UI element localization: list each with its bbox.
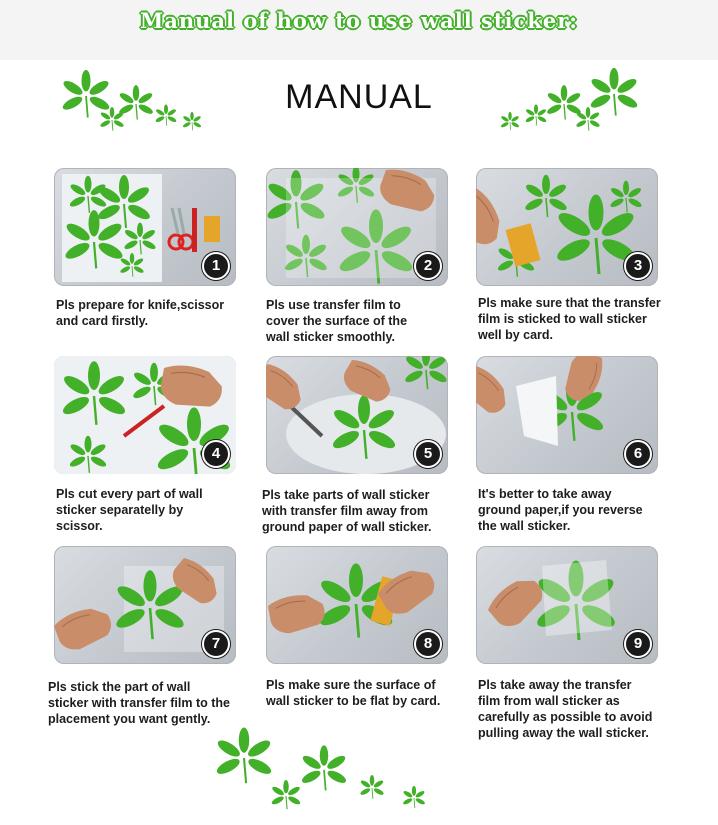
caption-line: It's better to take away	[478, 487, 612, 501]
caption-line: wall sticker to be flat by card.	[266, 694, 441, 708]
step-photo-8	[266, 546, 448, 664]
step-caption-9	[478, 677, 652, 741]
caption-line: well by card.	[478, 328, 554, 342]
caption-line: Pls prepare for knife,scissor	[56, 298, 225, 312]
caption-line: placement you want gently.	[48, 712, 211, 726]
caption-line: Pls make sure the surface of	[266, 678, 436, 692]
caption-line: film is sticked to wall sticker	[478, 312, 647, 326]
step-photo-4	[54, 356, 236, 474]
manual-title: MANUAL	[285, 78, 433, 116]
step-caption-4	[56, 486, 203, 534]
caption-line: Pls take away the transfer	[478, 678, 632, 692]
caption-line: ground paper of wall sticker.	[262, 520, 432, 534]
caption-line: Pls take parts of wall sticker	[262, 488, 430, 502]
caption-line: wall sticker smoothly.	[266, 330, 395, 344]
step-number-badge: 4	[202, 440, 230, 468]
caption-line: ground paper,if you reverse	[478, 503, 643, 517]
caption-line: film from wall sticker as	[478, 694, 620, 708]
banner-title: Manual of how to use wall sticker:	[139, 8, 579, 33]
step-photo-3	[476, 168, 658, 286]
step-caption-6	[478, 486, 643, 534]
step-photo-7	[54, 546, 236, 664]
step-caption-7	[48, 679, 230, 727]
step-photo-1	[54, 168, 236, 286]
caption-line: Pls stick the part of wall	[48, 680, 191, 694]
caption-line: sticker with transfer film to the	[48, 696, 230, 710]
step-number-badge: 8	[414, 630, 442, 658]
leaf-decoration-top-left	[58, 68, 218, 138]
caption-line: carefully as possible to avoid	[478, 710, 653, 724]
step-photo-5	[266, 356, 448, 474]
step-caption-5	[262, 487, 431, 535]
leaf-decoration-top-right	[496, 68, 656, 138]
caption-line: pulling away the wall sticker.	[478, 726, 649, 740]
caption-line: and card firstly.	[56, 314, 149, 328]
step-number-badge: 1	[202, 252, 230, 280]
leaf-decoration-bottom	[204, 726, 444, 821]
step-photo-6	[476, 356, 658, 474]
step-number-badge: 7	[202, 630, 230, 658]
step-number-badge: 5	[414, 440, 442, 468]
caption-line: cover the surface of the	[266, 314, 408, 328]
step-caption-8	[266, 677, 440, 709]
caption-line: scissor.	[56, 519, 103, 533]
caption-line: Pls use transfer film to	[266, 298, 401, 312]
step-photo-9	[476, 546, 658, 664]
caption-line: sticker separatelly by	[56, 503, 184, 517]
caption-line: the wall sticker.	[478, 519, 571, 533]
step-caption-3	[478, 295, 661, 343]
caption-line: Pls cut every part of wall	[56, 487, 203, 501]
step-caption-2	[266, 297, 407, 345]
step-number-badge: 6	[624, 440, 652, 468]
step-number-badge: 2	[414, 252, 442, 280]
step-number-badge: 9	[624, 630, 652, 658]
header-banner	[0, 0, 718, 60]
caption-line: with transfer film away from	[262, 504, 429, 518]
step-photo-2	[266, 168, 448, 286]
step-caption-1	[56, 297, 224, 329]
caption-line: Pls make sure that the transfer	[478, 296, 661, 310]
step-number-badge: 3	[624, 252, 652, 280]
